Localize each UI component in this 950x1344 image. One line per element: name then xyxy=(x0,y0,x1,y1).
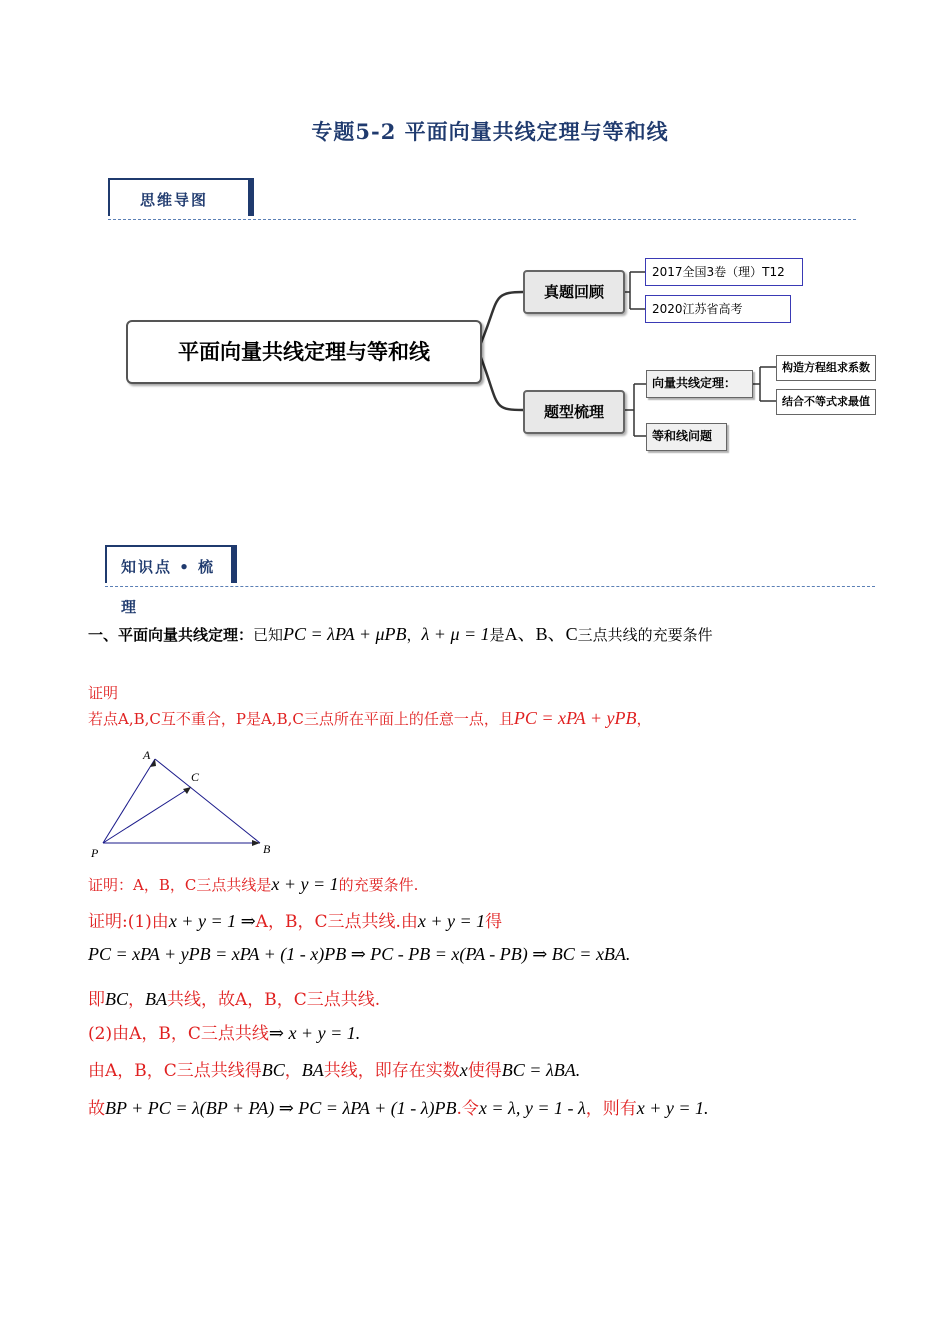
proof-step5 xyxy=(88,1056,580,1081)
proof-step5-sep: ， xyxy=(284,1061,302,1081)
proof-step1-formula: x + y = 1 ⇒ xyxy=(168,911,256,931)
proof-step6-mid: .令 xyxy=(456,1099,479,1119)
theorem-statement xyxy=(88,620,713,646)
mindmap-leaf-inequality: 结合不等式求最值 xyxy=(776,389,876,415)
proof-step5-mid: 共线，即存在实数 xyxy=(323,1061,460,1081)
label-a: A xyxy=(143,748,151,762)
segment-pc xyxy=(103,787,191,843)
proof-step6-formula3: x + y = 1. xyxy=(636,1098,709,1118)
proof-step2-formula: PC = xPA + yPB = xPA + (1 - x)PB ⇒ PC - PB = x(PA - PB) ⇒ BC = xBA. xyxy=(88,944,631,964)
proof-setup-end: ， xyxy=(636,710,652,728)
theorem-formula1: PC = λPA + μPB xyxy=(283,624,407,644)
theorem-post: 三点共线的充要条件 xyxy=(577,626,713,644)
theorem-points: A、B、C xyxy=(504,624,578,644)
proof-step3-post: 共线，故A，B，C三点共线. xyxy=(167,990,381,1010)
theorem-heading: 一、平面向量共线定理： xyxy=(88,626,254,644)
proof-step2 xyxy=(88,944,630,965)
theorem-formula2: λ + μ = 1 xyxy=(421,624,490,644)
proof-step1-pre: 证明:(1)由 xyxy=(88,912,169,932)
proof-step4-formula: ⇒ x + y = 1. xyxy=(268,1023,361,1043)
arrow-c xyxy=(183,787,191,794)
proof-step4 xyxy=(88,1019,360,1044)
proof-step3 xyxy=(88,985,380,1010)
section-header-knowledge xyxy=(105,545,233,616)
mindmap-leaf-2017: 2017全国3卷（理）T12 xyxy=(645,258,803,286)
proof-step5-mid2: 使得 xyxy=(467,1061,502,1081)
proof-step3-f1: BC xyxy=(105,989,129,1009)
theorem-pre: 已知 xyxy=(253,626,284,644)
mindmap-leaf-equal-sum: 等和线问题 xyxy=(646,423,727,451)
proof-claim-pre: 证明：A，B，C三点共线是 xyxy=(88,876,272,894)
proof-setup-text: 若点A,B,C互不重合，P是A,B,C三点所在平面上的任意一点，且 xyxy=(88,710,514,728)
label-b: B xyxy=(263,842,271,856)
proof-step5-f1: BC xyxy=(261,1060,285,1080)
proof-step5-var: x xyxy=(459,1060,468,1080)
proof-step6 xyxy=(88,1094,709,1119)
proof-step6-pre: 故 xyxy=(88,1099,105,1119)
proof-step5-pre: 由A，B，C三点共线得 xyxy=(88,1061,262,1081)
mindmap-leaf-equations: 构造方程组求系数 xyxy=(776,355,876,381)
theorem-mid: 是 xyxy=(489,626,505,644)
section-header-label: 知识点 • 梳理 xyxy=(121,558,216,616)
section-divider xyxy=(105,586,875,587)
proof-setup xyxy=(88,708,651,729)
proof-step3-pre: 即 xyxy=(88,990,105,1010)
proof-step1 xyxy=(88,907,502,932)
segment-ab xyxy=(155,759,260,843)
proof-step6-formula2: x = λ, y = 1 - λ xyxy=(478,1098,586,1118)
segment-pa xyxy=(103,759,155,843)
page-title: 专题5-2 平面向量共线定理与等和线 xyxy=(311,119,669,144)
proof-step5-f2: BA xyxy=(301,1060,324,1080)
proof-step1-formula2: x + y = 1 xyxy=(417,911,486,931)
label-p: P xyxy=(91,846,99,860)
triangle-figure xyxy=(85,745,285,865)
proof-label: 证明 xyxy=(88,684,119,702)
mindmap-leaf-2020: 2020江苏省高考 xyxy=(645,295,791,323)
proof-step6-formula: BP + PC = λ(BP + PA) ⇒ PC = λPA + (1 - λ)PB xyxy=(105,1098,457,1118)
label-c: C xyxy=(191,770,200,784)
arrow-b xyxy=(252,840,260,846)
proof-claim xyxy=(88,874,418,895)
proof-step3-sep: ， xyxy=(128,990,146,1010)
mindmap-root: 平面向量共线定理与等和线 xyxy=(126,320,482,384)
proof-claim-formula: x + y = 1 xyxy=(271,874,339,894)
section-header-label: 思维导图 xyxy=(140,191,209,209)
arrow-a xyxy=(150,759,156,767)
proof-step6-mid2: ，则有 xyxy=(585,1099,637,1119)
mindmap-branch-exam-review: 真题回顾 xyxy=(523,270,625,314)
proof-step5-formula: BC = λBA. xyxy=(501,1060,581,1080)
proof-step1-post: 得 xyxy=(485,912,503,932)
proof-claim-post: 的充要条件. xyxy=(338,876,419,894)
mindmap-connectors xyxy=(0,0,950,520)
proof-step3-f2: BA xyxy=(145,989,168,1009)
theorem-comma: ， xyxy=(406,626,422,644)
mindmap-leaf-collinear-theorem: 向量共线定理： xyxy=(646,370,753,398)
proof-step4-pre: (2)由A，B，C三点共线 xyxy=(88,1024,269,1044)
proof-setup-formula: PC = xPA + yPB xyxy=(513,708,637,728)
mindmap-branch-question-types: 题型梳理 xyxy=(523,390,625,434)
proof-step1-mid: A，B，C三点共线.由 xyxy=(255,912,418,932)
